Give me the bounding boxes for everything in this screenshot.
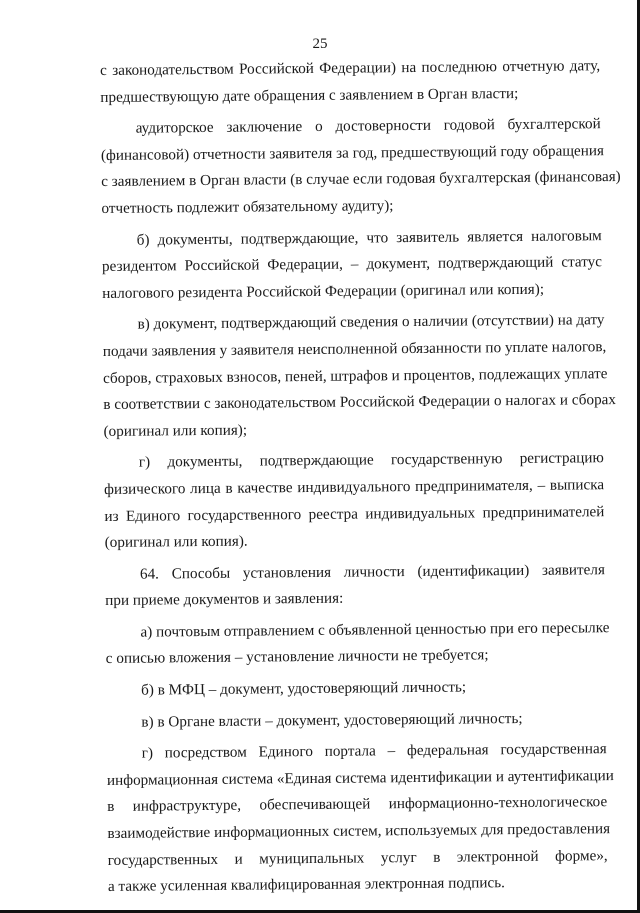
text-line: информационная система «Единая система идентификации и аутентификации — [106, 766, 614, 789]
text-line: из Единого государственного реестра индивидуальных предпринимателей — [104, 502, 605, 525]
text-line: отчетность подлежит обязательному аудиту); — [101, 197, 394, 217]
text-line: г) документы, подтверждающие государственную регистрацию — [138, 449, 604, 471]
text-line: с законодательством Российской Федерации) на последнюю отчетную дату, — [100, 57, 601, 79]
text-line: с заявлением в Орган власти (в случае если годовая бухгалтерская (финансовая) — [101, 168, 621, 191]
text-line: с описью вложения – установление личности не требуется; — [105, 646, 489, 668]
text-line: подачи заявления у заявителя неисполненной обязанности по уплате налогов, — [102, 338, 607, 360]
text-line: а) почтовым отправлением с объявленной ценностью при его пересылке — [140, 619, 610, 641]
paragraph-continuation — [100, 53, 600, 111]
paragraph-item-g — [104, 445, 605, 556]
text-line: аудиторское заключение о достоверности годовой бухгалтерской — [135, 115, 601, 137]
text-line: (оригинал или копия); — [103, 421, 248, 440]
text-line: г) посредством Единого портала – федеральная государственная — [141, 740, 607, 762]
text-line: б) документы, подтверждающие, что заявитель является налоговым — [136, 226, 602, 249]
text-line: в инфраструктуре, обеспечивающей информационно-технологическое — [107, 793, 608, 816]
text-line: (финансовой) отчетности заявителя за год, предшествующий году обращения — [100, 141, 605, 164]
text-line: в) в Органе власти – документ, удостоверяющий личность; — [141, 709, 523, 731]
text-line: в соответствии с законодательством Российской Федерации о налогах и сборах — [103, 391, 617, 414]
page-number: 25 — [312, 36, 328, 52]
paragraph-item-a — [105, 615, 610, 673]
paragraph-item-v — [102, 308, 617, 446]
paragraph-audit-report — [100, 111, 621, 222]
text-line: б) в МФЦ – документ, удостоверяющий личность; — [140, 678, 467, 699]
text-line: (оригинал или копия). — [104, 532, 248, 552]
text-line: 64. Способы установления личности (идентификации) заявителя — [139, 560, 606, 583]
text-line: а также усиленная квалифицированная электронная подпись. — [107, 874, 505, 896]
paragraph-item-b — [102, 223, 603, 308]
text-line: резидентом Российской Федерации, – документ, подтверждающий статус — [101, 253, 603, 276]
text-line: предшествующую дате обращения с заявлением в Орган власти; — [100, 84, 519, 106]
text-line: взаимодействие информационных систем, используемых для предоставления — [107, 820, 611, 842]
text-line: сборов, страховых взносов, пеней, штрафов и процентов, подлежащих уплате — [102, 364, 608, 387]
text-line: государственных и муниципальных услуг в электронной форме», — [107, 846, 608, 869]
text-line: налогового резидента Российской Федерации (оригинал или копия); — [102, 280, 545, 302]
paragraph-item-g-portal — [106, 736, 614, 900]
text-line: в) документ, подтверждающий сведения о наличии (отсутствии) на дату — [137, 311, 605, 333]
document-body — [100, 53, 621, 906]
paragraph-item-b-mfc — [106, 673, 606, 704]
text-line: при приеме документов и заявления: — [105, 589, 344, 610]
text-line: физического лица в качестве индивидуального предпринимателя, – выписка — [104, 476, 605, 498]
paragraph-section-64 — [105, 557, 605, 615]
paragraph-item-v-authority — [106, 705, 606, 736]
